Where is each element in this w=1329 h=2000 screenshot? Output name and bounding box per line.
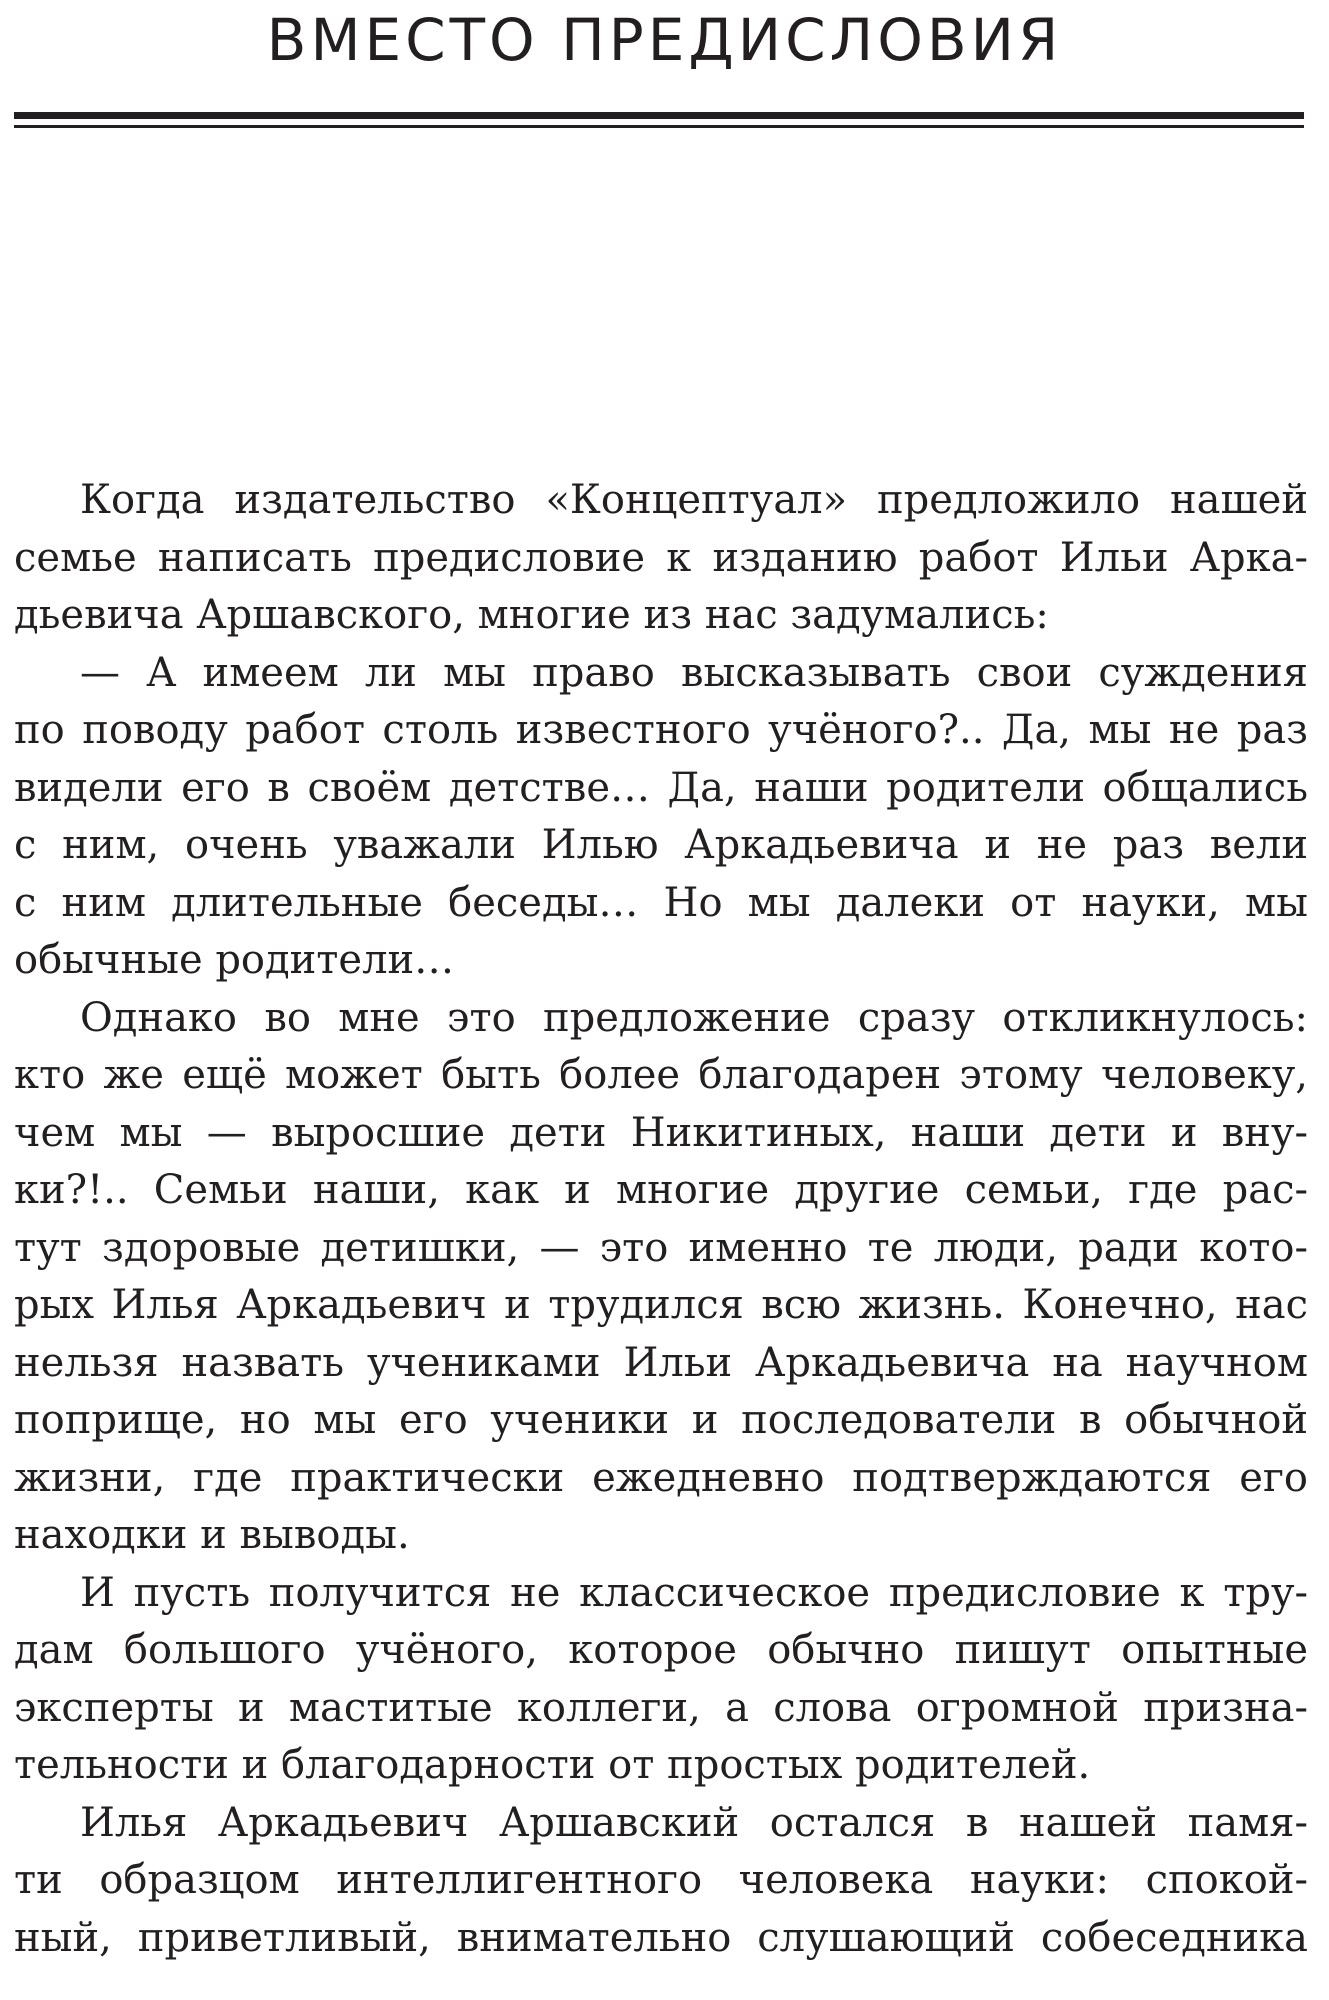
- text-line: И пусть получится не классическое предисловие к тру-: [80, 1569, 1308, 1616]
- text-line: поприще, но мы его ученики и последователи в обычной: [14, 1397, 1308, 1443]
- text-line: с ним, очень уважали Илью Аркадьевича и не раз вели: [14, 822, 1308, 868]
- text-line: Илья Аркадьевич Аршавский остался в нашей памя-: [80, 1799, 1308, 1846]
- text-line: ти образцом интеллигентного человека науки: спокой-: [14, 1857, 1308, 1903]
- chapter-body-text: [14, 472, 1308, 1967]
- text-line: эксперты и маститые коллеги, а слова огромной призна-: [14, 1684, 1308, 1731]
- text-line: по поводу работ столь известного учёного?.. Да, мы не раз: [14, 707, 1308, 753]
- text-line: рых Илья Аркадьевич и трудился всю жизнь. Конечно, нас: [14, 1282, 1308, 1328]
- text-line: ный, приветливый, внимательно слушающий собеседника: [14, 1914, 1308, 1961]
- text-line: семье написать предисловие к изданию работ Ильи Арка-: [14, 534, 1308, 581]
- text-line: тельности и благодарности от простых родителей.: [14, 1742, 1091, 1788]
- text-line: видели его в своём детстве… Да, наши родители общались: [14, 764, 1308, 811]
- text-line: находки и выводы.: [14, 1512, 410, 1558]
- text-line: тут здоровые детишки, — это именно те люди, ради кото-: [14, 1224, 1308, 1271]
- title-rule-thin: [14, 125, 1304, 128]
- text-line: Когда издательство «Концептуал» предложило нашей: [80, 477, 1308, 523]
- title-rule-thick: [14, 112, 1304, 119]
- text-line: жизни, где практически ежедневно подтверждаются его: [14, 1454, 1308, 1501]
- text-line: дьевича Аршавского, многие из нас задумались:: [14, 592, 1049, 638]
- text-line: нельзя назвать учениками Ильи Аркадьевича на научном: [14, 1339, 1308, 1386]
- text-line: чем мы — выросшие дети Никитиных, наши дети и вну-: [14, 1109, 1308, 1156]
- text-line: ки?!.. Семьи наши, как и многие другие семьи, где рас-: [14, 1167, 1308, 1213]
- chapter-title: ВМЕСТО ПРЕДИСЛОВИЯ: [266, 6, 1063, 74]
- text-line: обычные родители…: [14, 937, 455, 983]
- text-line: — А имеем ли мы право высказывать свои суждения: [80, 649, 1308, 696]
- text-line: с ним длительные беседы… Но мы далеки от науки, мы: [14, 879, 1308, 926]
- text-line: кто же ещё может быть более благодарен этому человеку,: [14, 1052, 1308, 1098]
- text-line: Однако во мне это предложение сразу откликнулось:: [80, 994, 1308, 1041]
- text-line: дам большого учёного, которое обычно пишут опытные: [14, 1627, 1308, 1673]
